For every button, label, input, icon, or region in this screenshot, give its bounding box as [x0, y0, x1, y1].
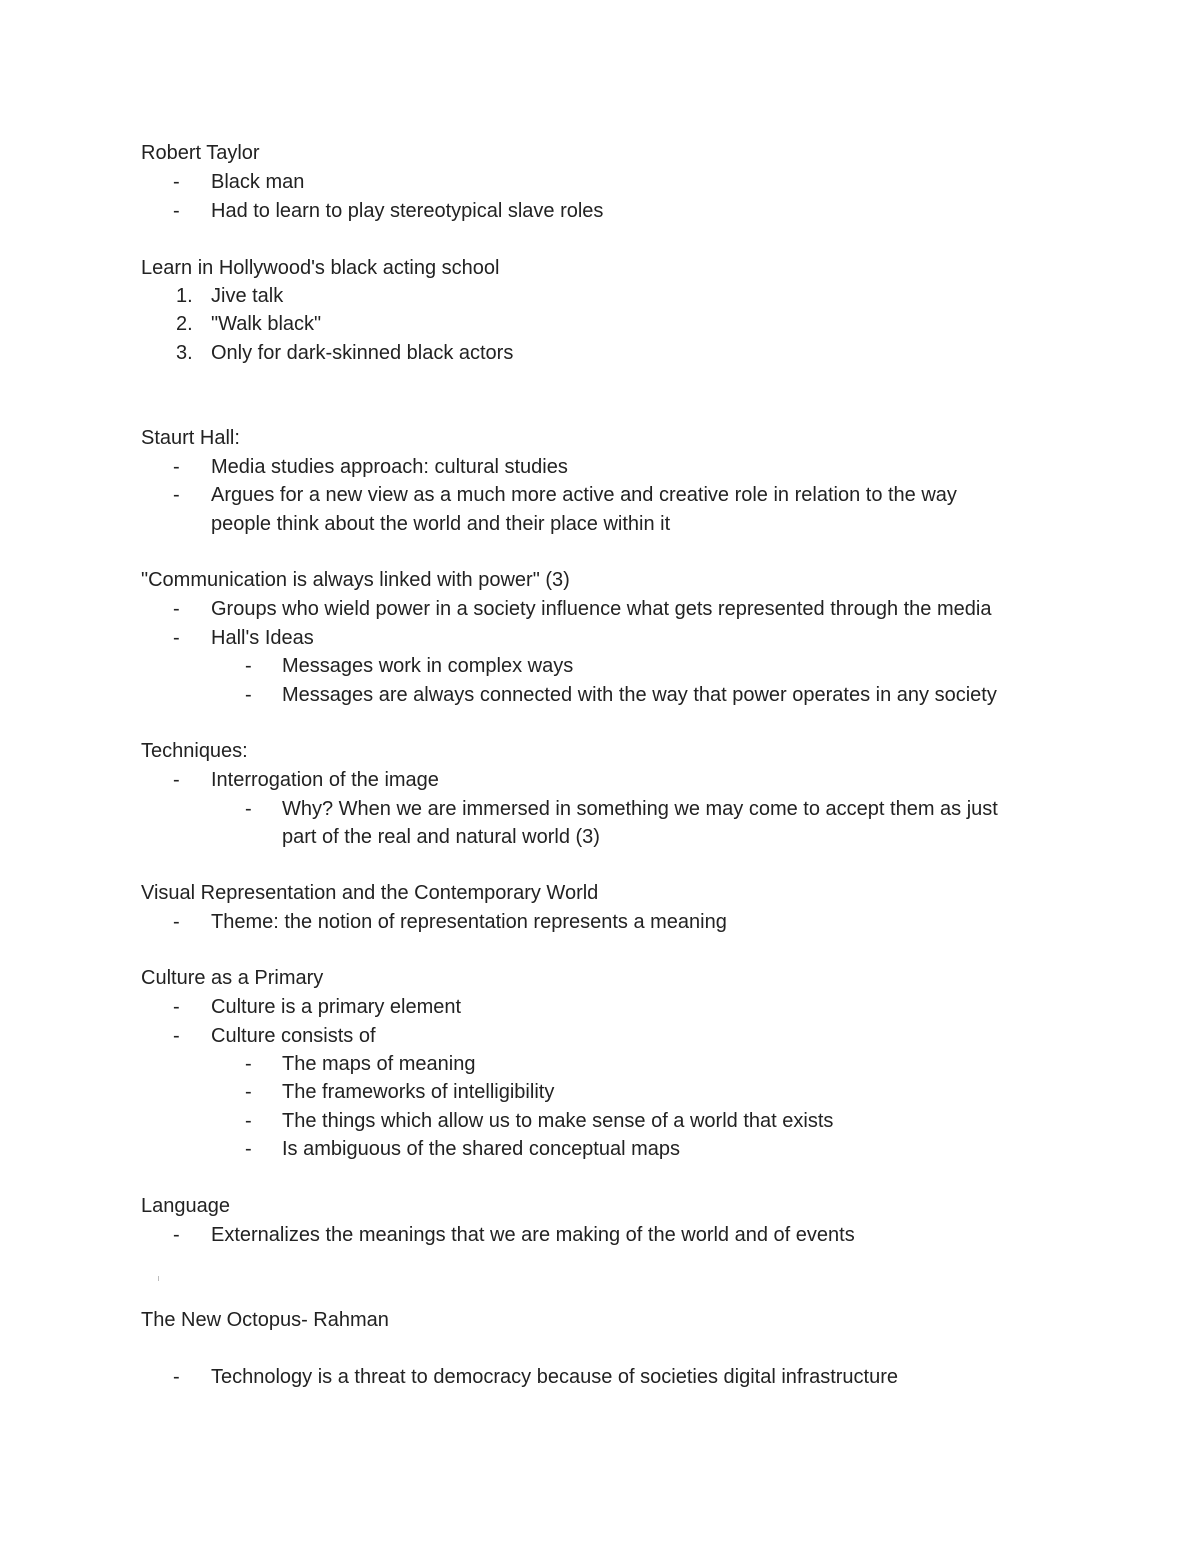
bullet-dash: -	[245, 1138, 252, 1160]
bullet-dash: -	[173, 200, 180, 222]
list-item-text: Technology is a threat to democracy because of societies digital infrastructure	[211, 1366, 899, 1388]
sub-list-item-text: The things which allow us to make sense of a world that exists	[282, 1110, 834, 1132]
bullet-dash: -	[245, 1053, 252, 1075]
bullet-dash: -	[173, 484, 180, 506]
bullet-dash: -	[245, 798, 252, 820]
list-item-text: Theme: the notion of representation represents a meaning	[211, 911, 727, 933]
bullet-dash: -	[173, 911, 180, 933]
bullet-dash: -	[245, 684, 252, 706]
section-heading-new-octopus: The New Octopus- Rahman	[141, 1309, 389, 1331]
list-item-text: Only for dark-skinned black actors	[211, 342, 514, 364]
bullet-dash: -	[173, 171, 180, 193]
bullet-dash: -	[173, 598, 180, 620]
sub-list-item-text: Is ambiguous of the shared conceptual maps	[282, 1138, 681, 1160]
list-item-text: Culture consists of	[211, 1025, 376, 1047]
list-item-text: Argues for a new view as a much more active and creative role in relation to the way	[211, 484, 957, 506]
list-item-text: Culture is a primary element	[211, 996, 462, 1018]
sub-list-item-text: The maps of meaning	[282, 1053, 476, 1075]
section-heading-staurt-hall: Staurt Hall:	[141, 427, 240, 449]
bullet-dash: -	[173, 769, 180, 791]
section-heading-techniques: Techniques:	[141, 740, 248, 762]
sub-list-item-text: The frameworks of intelligibility	[282, 1081, 555, 1103]
bullet-dash: -	[173, 1025, 180, 1047]
bullet-dash: -	[173, 456, 180, 478]
list-item-text: Groups who wield power in a society influence what gets represented through the media	[211, 598, 992, 620]
bullet-dash: -	[245, 655, 252, 677]
bullet-dash: -	[245, 1110, 252, 1132]
bullet-dash: -	[173, 627, 180, 649]
item-number: 3.	[176, 342, 193, 364]
section-heading-visual-representation: Visual Representation and the Contemporary World	[141, 882, 599, 904]
list-item-text: people think about the world and their place within it	[211, 513, 671, 535]
list-item-text: Externalizes the meanings that we are making of the world and of events	[211, 1224, 855, 1246]
list-item-text: Had to learn to play stereotypical slave roles	[211, 200, 604, 222]
item-number: 1.	[176, 285, 193, 307]
stray-mark	[158, 1276, 159, 1281]
list-item-text: Interrogation of the image	[211, 769, 439, 791]
list-item-text: Media studies approach: cultural studies	[211, 456, 568, 478]
sub-list-item-text: Messages are always connected with the way that power operates in any society	[282, 684, 997, 706]
list-item-text: "Walk black"	[211, 313, 322, 335]
bullet-dash: -	[173, 1366, 180, 1388]
bullet-dash: -	[173, 1224, 180, 1246]
bullet-dash: -	[245, 1081, 252, 1103]
sub-list-item-text: Messages work in complex ways	[282, 655, 574, 677]
list-item-text: Hall's Ideas	[211, 627, 314, 649]
sub-list-item-text: Why? When we are immersed in something we may come to accept them as just	[282, 798, 998, 820]
sub-list-item-text: part of the real and natural world (3)	[282, 826, 600, 848]
list-item-text: Black man	[211, 171, 305, 193]
section-heading-robert-taylor: Robert Taylor	[141, 142, 260, 164]
section-heading-acting-school: Learn in Hollywood's black acting school	[141, 257, 500, 279]
section-heading-culture: Culture as a Primary	[141, 967, 324, 989]
bullet-dash: -	[173, 996, 180, 1018]
section-heading-language: Language	[141, 1195, 230, 1217]
item-number: 2.	[176, 313, 193, 335]
section-heading-communication-power: "Communication is always linked with power" (3)	[141, 569, 570, 591]
list-item-text: Jive talk	[211, 285, 284, 307]
